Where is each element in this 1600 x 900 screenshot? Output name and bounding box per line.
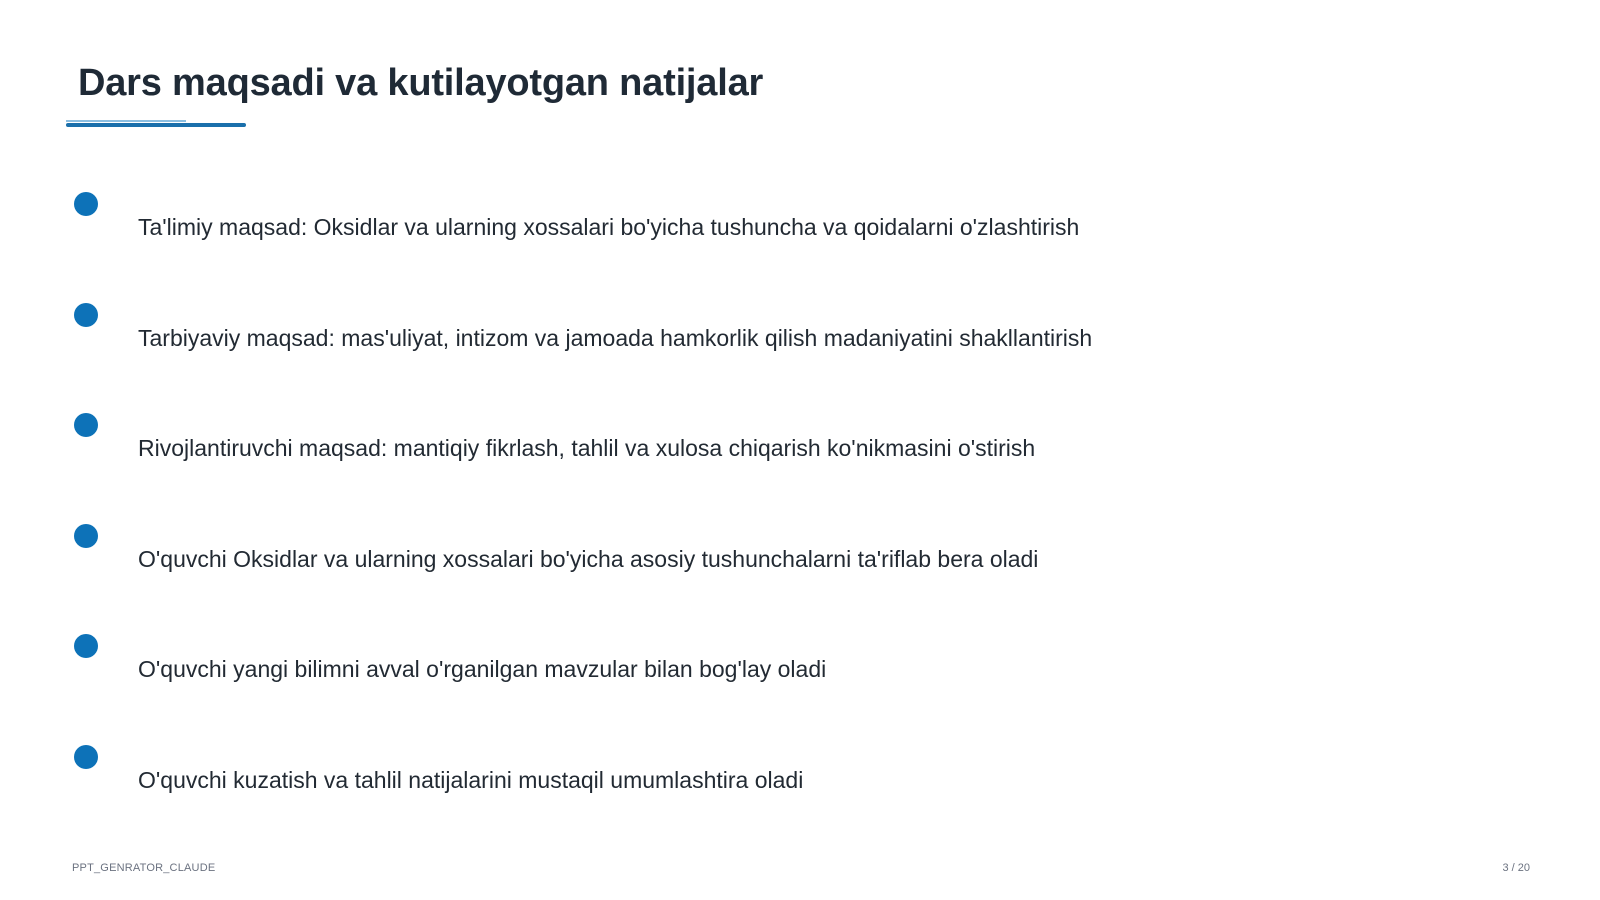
bullet-text: Rivojlantiruvchi maqsad: mantiqiy fikrlash, tahlil va xulosa chiqarish ko'nikmasini o'stirish	[138, 435, 1036, 461]
bullet-text: O'quvchi yangi bilimni avval o'rganilgan mavzular bilan bog'lay oladi	[138, 656, 827, 682]
bullet-dot-icon	[74, 745, 98, 769]
slide-title: Dars maqsadi va kutilayotgan natijalar	[78, 62, 764, 104]
bullet-text: O'quvchi kuzatish va tahlil natijalarini mustaqil umumlashtira oladi	[138, 767, 804, 793]
bullet-dot-icon	[74, 413, 98, 437]
list-item	[0, 634, 1600, 694]
list-item	[0, 413, 1600, 473]
bullet-dot-icon	[74, 303, 98, 327]
footer-source-label: PPT_GENRATOR_CLAUDE	[72, 862, 216, 874]
list-item	[0, 192, 1600, 252]
bullet-text: Tarbiyaviy maqsad: mas'uliyat, intizom va jamoada hamkorlik qilish madaniyatini shakllantirish	[138, 325, 1093, 351]
page-number: 3 / 20	[1502, 862, 1530, 874]
list-item	[0, 524, 1600, 584]
list-item	[0, 303, 1600, 363]
bullet-dot-icon	[74, 524, 98, 548]
bullet-text: O'quvchi Oksidlar va ularning xossalari bo'yicha asosiy tushunchalarni ta'riflab bera oladi	[138, 546, 1039, 572]
bullet-dot-icon	[74, 634, 98, 658]
bullet-text: Ta'limiy maqsad: Oksidlar va ularning xossalari bo'yicha tushuncha va qoidalarni o'zlashtirish	[138, 214, 1080, 240]
bullet-dot-icon	[74, 192, 98, 216]
list-item	[0, 745, 1600, 805]
